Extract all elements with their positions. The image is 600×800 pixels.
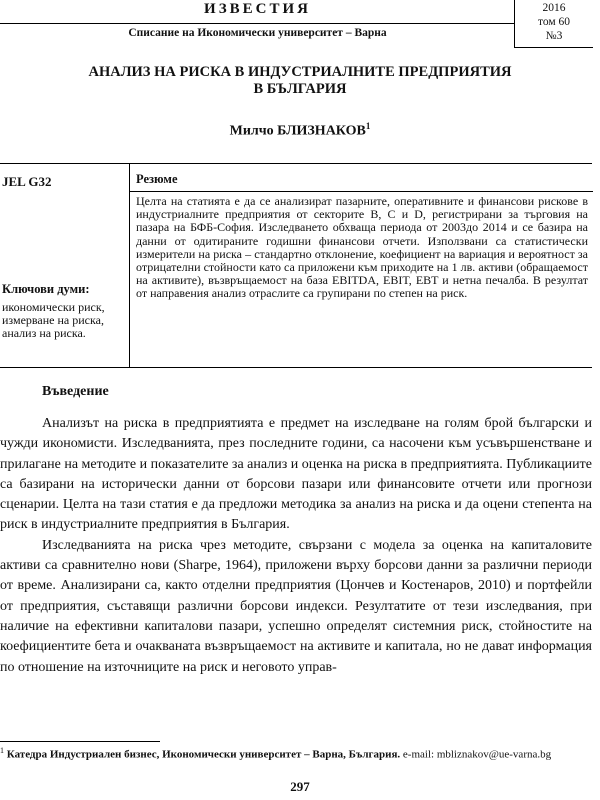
paragraph: Изследванията на риска чрез методите, свързани с модела за оценка на капиталовите активи са сравнително нови (Sharpe, 1964), приложени върху борсови данни за различни периоди от време. Анализирани са, както отделни предприятия (Цончев и Костенаров, 2010) и портфейли от предприятия, съставящи различни борсови индекси. Резултатите от тези изследвания, при наличие на ефективни капиталови пазари, успешно определят системния риск, стойностите на коефициентите бета и очакваната възвръщаемост на активите и капитала, но не дават информация по отношение на източниците на риск и неговото управ- <box>0 537 592 675</box>
summary-label: Резюме <box>136 172 178 186</box>
section-heading-introduction: Въведение <box>42 384 109 399</box>
abstract-sidebar <box>0 164 122 367</box>
journal-title: ИЗВЕСТИЯ <box>204 1 311 17</box>
issue-info-box <box>514 0 593 48</box>
footnote-mark: 1 <box>0 746 4 755</box>
body-text <box>0 414 592 678</box>
issue-volume: том 60 <box>537 16 571 28</box>
summary-divider <box>130 191 593 192</box>
abstract-block <box>0 163 592 368</box>
masthead-divider <box>0 23 515 24</box>
keywords-text: икономически риск, измерване на риска, анализ на риска. <box>2 300 105 340</box>
article-title-line2: В БЪЛГАРИЯ <box>253 81 347 97</box>
article-author <box>20 121 580 140</box>
masthead-left <box>0 0 515 48</box>
footnote-affiliation: Катедра Индустриален бизнес, Икономически университет – Варна, България. <box>6 748 401 761</box>
jel-code: JEL G32 <box>2 174 52 189</box>
article-title <box>20 64 580 98</box>
summary-text: Целта на статията е да се анализират пазарните, оперативните и финансови рискове в индустриалните предприятия от секторите B, C и D, регистрирани за търговия на пазара на БФБ-София. Изследването обхваща периода от 2003до 2014 и се базира на данни от одитираните годишни финансови отчети. Използвани са статистически измерители на риска – стандартно отклонение, коефициент на вариация и вероятност за отрицателни стойности като са приложени към приходите на 1 лв. активи (обращаемост на активите), възвръщаемост на база EBITDA, EBIT, EBT и нетна печалба. В резултат от направения анализ отраслите са групирани по степен на риск. <box>136 194 588 301</box>
journal-masthead <box>0 0 600 48</box>
footnote-email: e-mail: mbliznakov@ue-varna.bg <box>400 748 552 761</box>
keywords-label: Ключови думи: <box>2 282 90 296</box>
author-footnote-mark: 1 <box>365 121 371 131</box>
issue-year: 2016 <box>542 2 566 14</box>
article-title-line1: АНАЛИЗ НА РИСКА В ИНДУСТРИАЛНИТЕ ПРЕДПРИЯТИЯ <box>88 64 512 80</box>
author-name: Милчо БЛИЗНАКОВ <box>229 123 366 139</box>
footnote-divider <box>0 741 160 742</box>
footnote <box>0 744 592 762</box>
paragraph: Анализът на риска в предприятията е предмет на изследване на голям брой български и чужди икономисти. Изследванията, през последните години, са насочени към усъвършенстване и прилагане на методите и показателите за анализ и оценка на риска в предприятията. Публикациите са базирани на исторически данни от борсови пазари или финансовите отчети или прогнози сценарии. Целта на тази статия е да предложи методика за анализ на риска и да оцени степента на риск в индустриалните предприятия в България. <box>0 416 592 533</box>
journal-subtitle: Списание на Икономически университет – Варна <box>128 27 387 39</box>
abstract-summary <box>129 164 593 367</box>
page-number: 297 <box>290 779 310 794</box>
issue-number: №3 <box>545 30 563 42</box>
